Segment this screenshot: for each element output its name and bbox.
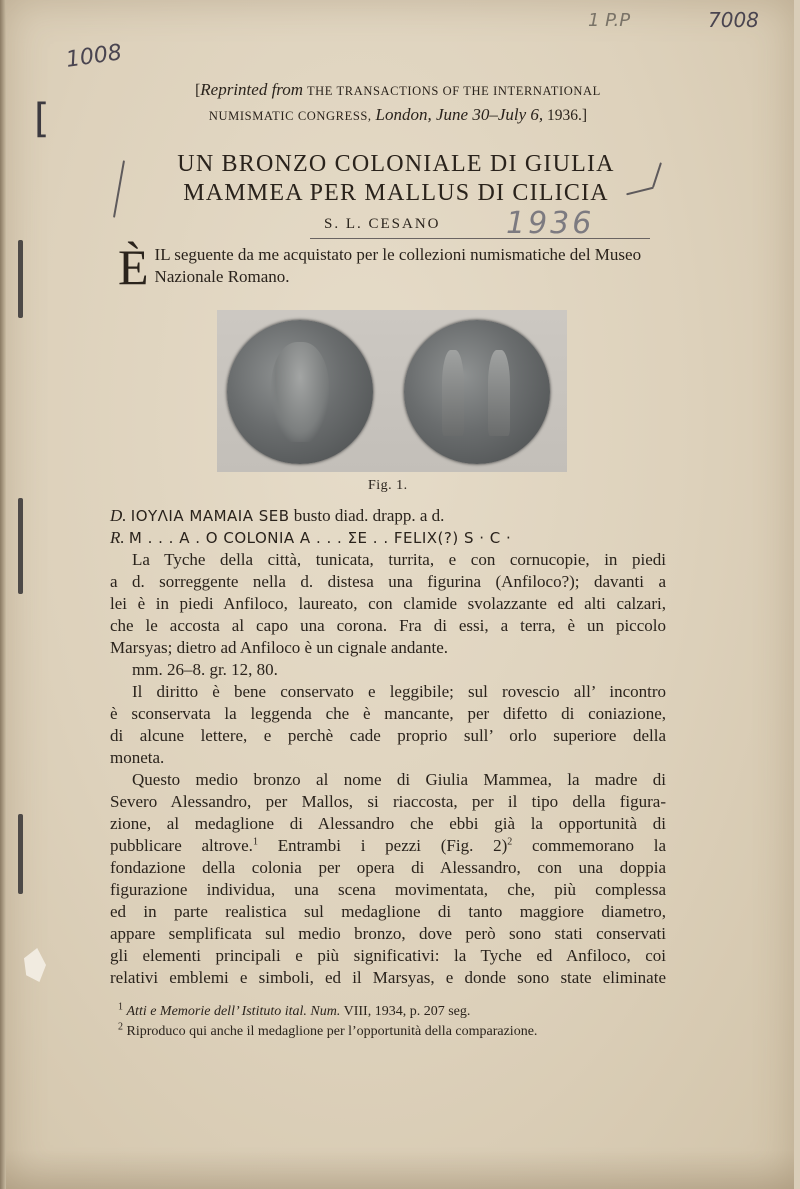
para3-line: fondazione della colonia per opera di Alessandro, con una doppia — [110, 858, 666, 877]
obverse-legend: ΙΟΥΛΙΑ ΜΑΜΑΙΑ SEB — [130, 507, 290, 525]
para3-line: Questo medio bronzo al nome di Giulia Mammea, la madre di — [132, 770, 666, 789]
reprint-journal-line2: NUMISMATIC CONGRESS, — [208, 109, 372, 123]
para3-line-middle: Entrambi i pezzi (Fig. 2) — [277, 836, 508, 855]
obverse-description: busto diad. drapp. a d. — [293, 506, 445, 525]
footnote-2 — [118, 1022, 678, 1042]
footnote-1-italic: Atti e Memorie dell’ Istituto ital. Num. — [126, 1004, 341, 1019]
reprint-journal-line1: THE TRANSACTIONS OF THE INTERNATIONAL — [306, 84, 601, 98]
footnote-ref-2: 2 — [507, 836, 513, 848]
reverse-legend: M . . . Α . Ο COLONIA A . . . ΣΕ . . FELIX(?) S · C · — [128, 529, 512, 547]
para3-line-with-footnotes — [110, 835, 666, 857]
footnote-1-text: VIII, 1934, p. 207 seg. — [343, 1004, 471, 1019]
para3-line: appare semplificata sul medio bronzo, dove però sono stati conservati — [110, 924, 666, 943]
obverse-line — [110, 505, 666, 527]
handwritten-corner-number: 7008 — [708, 8, 759, 32]
reprint-notice — [158, 78, 638, 128]
article-title-line2: MAMMEA PER MALLUS DI CILICIA — [183, 180, 609, 206]
para3-line: ed in parte realistica sul medaglione di tanto maggiore diametro, — [110, 902, 666, 921]
staple-middle — [18, 498, 23, 594]
paper-tear — [24, 948, 46, 982]
measurement-line: mm. 26–8. gr. 12, 80. — [132, 660, 278, 679]
handwritten-bracket: [ — [34, 96, 50, 142]
reverse-label: R. — [110, 528, 125, 547]
desc-line: Marsyas; dietro ad Anfiloco è un cignale andante. — [110, 638, 448, 657]
coin-photograph — [217, 310, 567, 472]
footnote-1-number: 1 — [118, 1001, 123, 1013]
para2-line: di alcune lettere, e perchè cade proprio sull’ orlo superiore della — [110, 726, 666, 745]
coin-tyche-relief — [442, 350, 464, 436]
para3-line-start: pubblicare altrove. — [110, 836, 253, 855]
article-title-line1: UN BRONZO COLONIALE DI GIULIA — [177, 151, 615, 177]
handwritten-pages: 1 P.P — [588, 10, 631, 31]
reprint-place-date: London, June 30–July 6, — [375, 105, 544, 124]
author-underline — [310, 238, 650, 239]
author-name: S. L. CESANO — [324, 216, 441, 232]
footnote-2-number: 2 — [118, 1021, 123, 1033]
para3-line: zione, al medaglione di Alessandro che ebbi già la opportunità di — [110, 814, 666, 833]
para3-line: figurazione individua, una scena movimentata, che, più complessa — [110, 880, 666, 899]
reverse-line — [110, 527, 666, 549]
paper-sheet — [6, 0, 794, 1189]
para2-line: Il diritto è bene conservato e leggibile; sul rovescio all’ incontro — [132, 682, 666, 701]
footnotes — [118, 1002, 678, 1042]
bottom-crease-shadow — [6, 1150, 794, 1189]
para3-line: gli elementi principali e più significativi: la Tyche ed Anfiloco, coi — [110, 946, 666, 965]
reprint-reprinted-label: Reprinted from — [200, 80, 304, 99]
staple-top — [18, 240, 23, 318]
coin-obverse-image — [227, 320, 373, 464]
handwritten-number: 1008 — [64, 40, 124, 73]
reprint-open-bracket: [ — [195, 82, 201, 99]
para2-line: moneta. — [110, 748, 165, 767]
coin-bust-relief — [271, 342, 329, 442]
obverse-label: D. — [110, 506, 127, 525]
handwritten-year: 1936 — [506, 206, 595, 241]
desc-line: La Tyche della città, tunicata, turrita, e con cornucopie, in piedi — [132, 550, 666, 569]
reprint-year: 1936.] — [547, 107, 588, 124]
footnote-2-text: Riproduco qui anche il medaglione per l’opportunità della comparazione. — [126, 1024, 538, 1039]
desc-line: a d. sorreggente nella d. distesa una figurina (Anfiloco?); davanti a — [110, 572, 666, 591]
article-title — [126, 150, 666, 208]
intro-text: IL seguente da me acquistato per le collezioni numismatiche del Museo Nazionale Romano. — [154, 245, 642, 286]
para3-line: Severo Alessandro, per Mallos, si riaccosta, per il tipo della figura- — [110, 792, 666, 811]
desc-line: lei è in piedi Anfiloco, laureato, con clamide svolazzante ed alti calzari, — [110, 594, 666, 613]
coin-amphilochus-relief — [488, 350, 510, 436]
article-body — [110, 505, 666, 989]
footnote-ref-1: 1 — [252, 836, 258, 848]
para3-line: relativi emblemi e simboli, ed il Marsyas, e donde sono state eliminate — [110, 968, 666, 987]
pencil-mark-title-left — [113, 160, 125, 217]
dropcap-letter: È — [118, 239, 149, 295]
staple-bottom — [18, 814, 23, 894]
figure-caption: Fig. 1. — [368, 478, 408, 493]
intro-paragraph — [118, 239, 678, 295]
para3-line-end: commemorano la — [532, 836, 666, 855]
coin-reverse-image — [404, 320, 550, 464]
para2-line: è sconservata la leggenda che è mancante, per difetto di coniazione, — [110, 704, 666, 723]
footnote-1 — [118, 1002, 678, 1022]
desc-line: che le accosta al capo una corona. Fra di essi, a terra, è un piccolo — [110, 616, 666, 635]
